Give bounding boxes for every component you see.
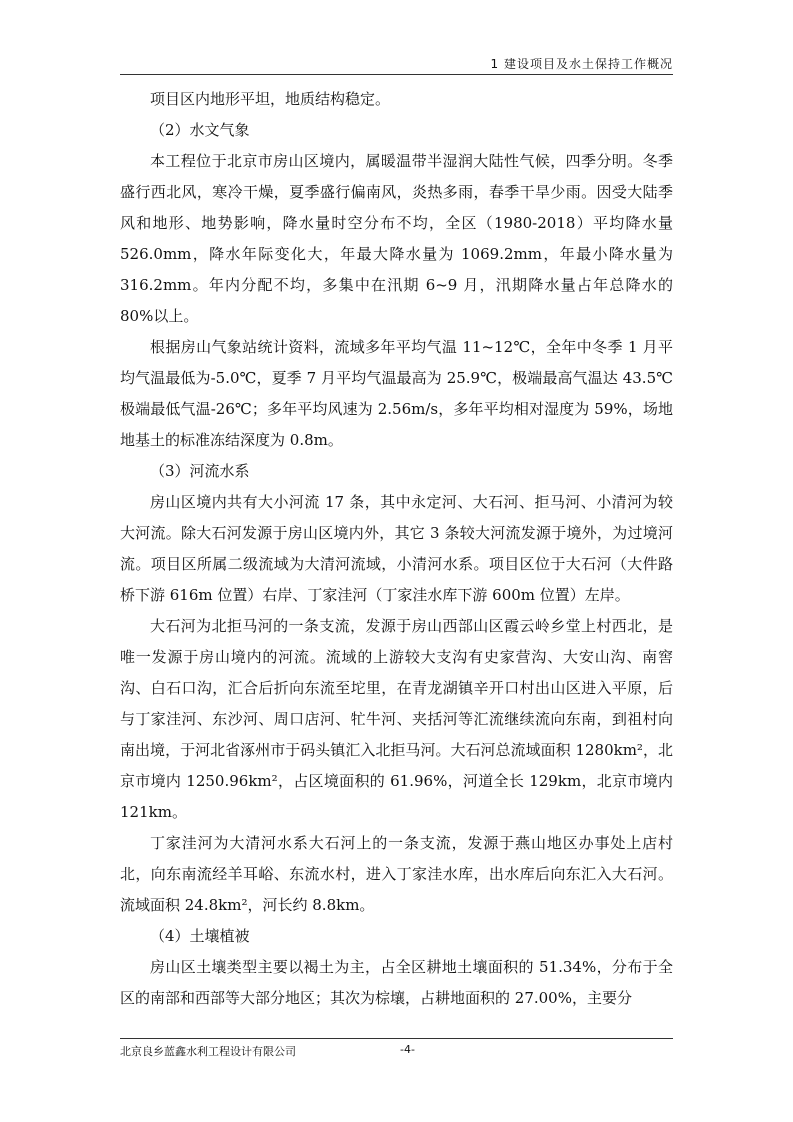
paragraph: 丁家洼河为大清河水系大石河上的一条支流，发源于燕山地区办事处上店村北，向东南流经羊耳峪、东流水村，进入丁家洼水库，出水库后向东汇入大石河。流域面积 24.8km²，河长约 8.8km。 xyxy=(120,834,673,914)
paragraph: 房山区境内共有大小河流 17 条，其中永定河、大石河、拒马河、小清河为较大河流。除大石河发源于房山区境内外，其它 3 条较大河流发源于境外，为过境河流。项目区所属二级流域为大清河流域，小清河水系。项目区位于大石河（大件路桥下游 616m 位置）右岸、丁家洼河（丁家洼水库下游 600m 位置）左岸。 xyxy=(120,493,673,604)
paragraph: 根据房山气象站统计资料，流域多年平均气温 11~12℃，全年中冬季 1 月平均气温最低为-5.0℃，夏季 7 月平均气温最高为 25.9℃，极端最高气温达 43.5℃极端最低气温-26℃；多年平均风速为 2.56m/s，多年平均相对湿度为 59%，场地地基土的标准冻结深度为 0.8m。 xyxy=(120,338,673,449)
section-heading: （2）水文气象 xyxy=(150,121,250,139)
section-heading: （3）河流水系 xyxy=(150,462,250,480)
document-body xyxy=(120,84,673,1014)
paragraph: 房山区土壤类型主要以褐土为主，占全区耕地土壤面积的 51.34%，分布于全区的南部和西部等大部分地区；其次为棕壤，占耕地面积的 27.00%，主要分 xyxy=(120,958,673,1007)
section-heading: （4）土壤植被 xyxy=(150,927,250,945)
paragraph: 项目区内地形平坦，地质结构稳定。 xyxy=(150,90,391,108)
chapter-header: 1 建设项目及水土保持工作概况 xyxy=(490,57,673,71)
footer-divider xyxy=(120,1038,673,1039)
page-number: -4- xyxy=(400,1043,415,1056)
footer-company-name: 北京良乡蓝鑫水利工程设计有限公司 xyxy=(120,1045,296,1058)
paragraph: 本工程位于北京市房山区境内，属暖温带半湿润大陆性气候，四季分明。冬季盛行西北风，寒冷干燥，夏季盛行偏南风，炎热多雨，春季干旱少雨。因受大陆季风和地形、地势影响，降水量时空分布不均，全区（1980-2018）平均降水量 526.0mm，降水年际变化大，年最大降水量为 1069.2mm，年最小降水量为 316.2mm。年内分配不均，多集中在汛期 6~9 月，汛期降水量占年总降水的 80%以上。 xyxy=(120,152,673,325)
paragraph: 大石河为北拒马河的一条支流，发源于房山西部山区霞云岭乡堂上村西北，是唯一发源于房山境内的河流。流域的上游较大支沟有史家营沟、大安山沟、南窖沟、白石口沟，汇合后折向东流至坨里，在青龙湖镇辛开口村出山区进入平原，后与丁家洼河、东沙河、周口店河、牤牛河、夹括河等汇流继续流向东南，到祖村向南出境，于河北省涿州市于码头镇汇入北拒马河。大石河总流域面积 1280km²，北京市境内 1250.96km²，占区境面积的 61.96%，河道全长 129km，北京市境内 121km。 xyxy=(120,617,673,821)
header-divider xyxy=(120,74,673,75)
